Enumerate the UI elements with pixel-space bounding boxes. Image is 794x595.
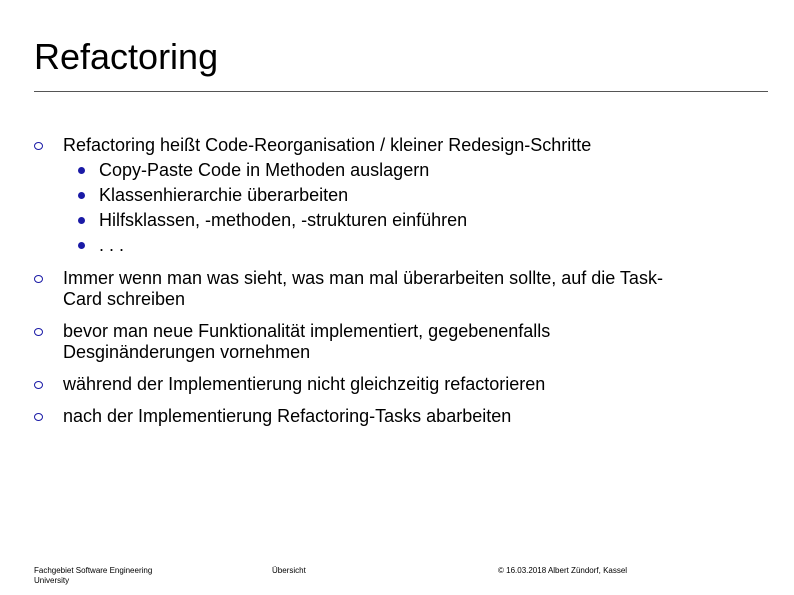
filled-circle-bullet-icon (78, 242, 85, 249)
bullet-design-changes-line1: bevor man neue Funktionalität implementiert, gegebenenfalls (63, 321, 551, 341)
bullet-refactoring-definition: Refactoring heißt Code-Reorganisation / kleiner Redesign-Schritte (63, 135, 592, 155)
bullet-refactoring-tasks: nach der Implementierung Refactoring-Tasks abarbeiten (63, 406, 512, 426)
filled-circle-bullet-icon (78, 217, 85, 224)
footer-organization-line2: University (34, 576, 70, 585)
slide-title: Refactoring (34, 36, 219, 77)
footer-organization-line1: Fachgebiet Software Engineering (34, 566, 153, 575)
sub-bullet-helper-classes: Hilfsklassen, -methoden, -strukturen einführen (99, 210, 468, 230)
filled-circle-bullet-icon (78, 192, 85, 199)
sub-bullet-class-hierarchy: Klassenhierarchie überarbeiten (99, 185, 349, 205)
hollow-circle-bullet-icon (34, 142, 43, 150)
hollow-circle-bullet-icon (34, 413, 43, 421)
footer-overview: Übersicht (272, 566, 306, 575)
bullet-no-parallel-refactoring: während der Implementierung nicht gleichzeitig refactorieren (63, 374, 546, 394)
bullet-task-card-line1: Immer wenn man was sieht, was man mal überarbeiten sollte, auf die Task- (63, 268, 663, 288)
sub-bullet-ellipsis: . . . (99, 235, 125, 255)
title-divider (34, 91, 768, 92)
hollow-circle-bullet-icon (34, 381, 43, 389)
footer-copyright: © 16.03.2018 Albert Zündorf, Kassel (498, 566, 628, 575)
sub-bullet-copy-paste: Copy-Paste Code in Methoden auslagern (99, 160, 430, 180)
hollow-circle-bullet-icon (34, 275, 43, 283)
footer-organization (34, 566, 152, 586)
bullet-task-card-line2: Card schreiben (63, 289, 186, 309)
filled-circle-bullet-icon (78, 167, 85, 174)
hollow-circle-bullet-icon (34, 328, 43, 336)
bullet-design-changes-line2: Desginänderungen vornehmen (63, 342, 311, 362)
